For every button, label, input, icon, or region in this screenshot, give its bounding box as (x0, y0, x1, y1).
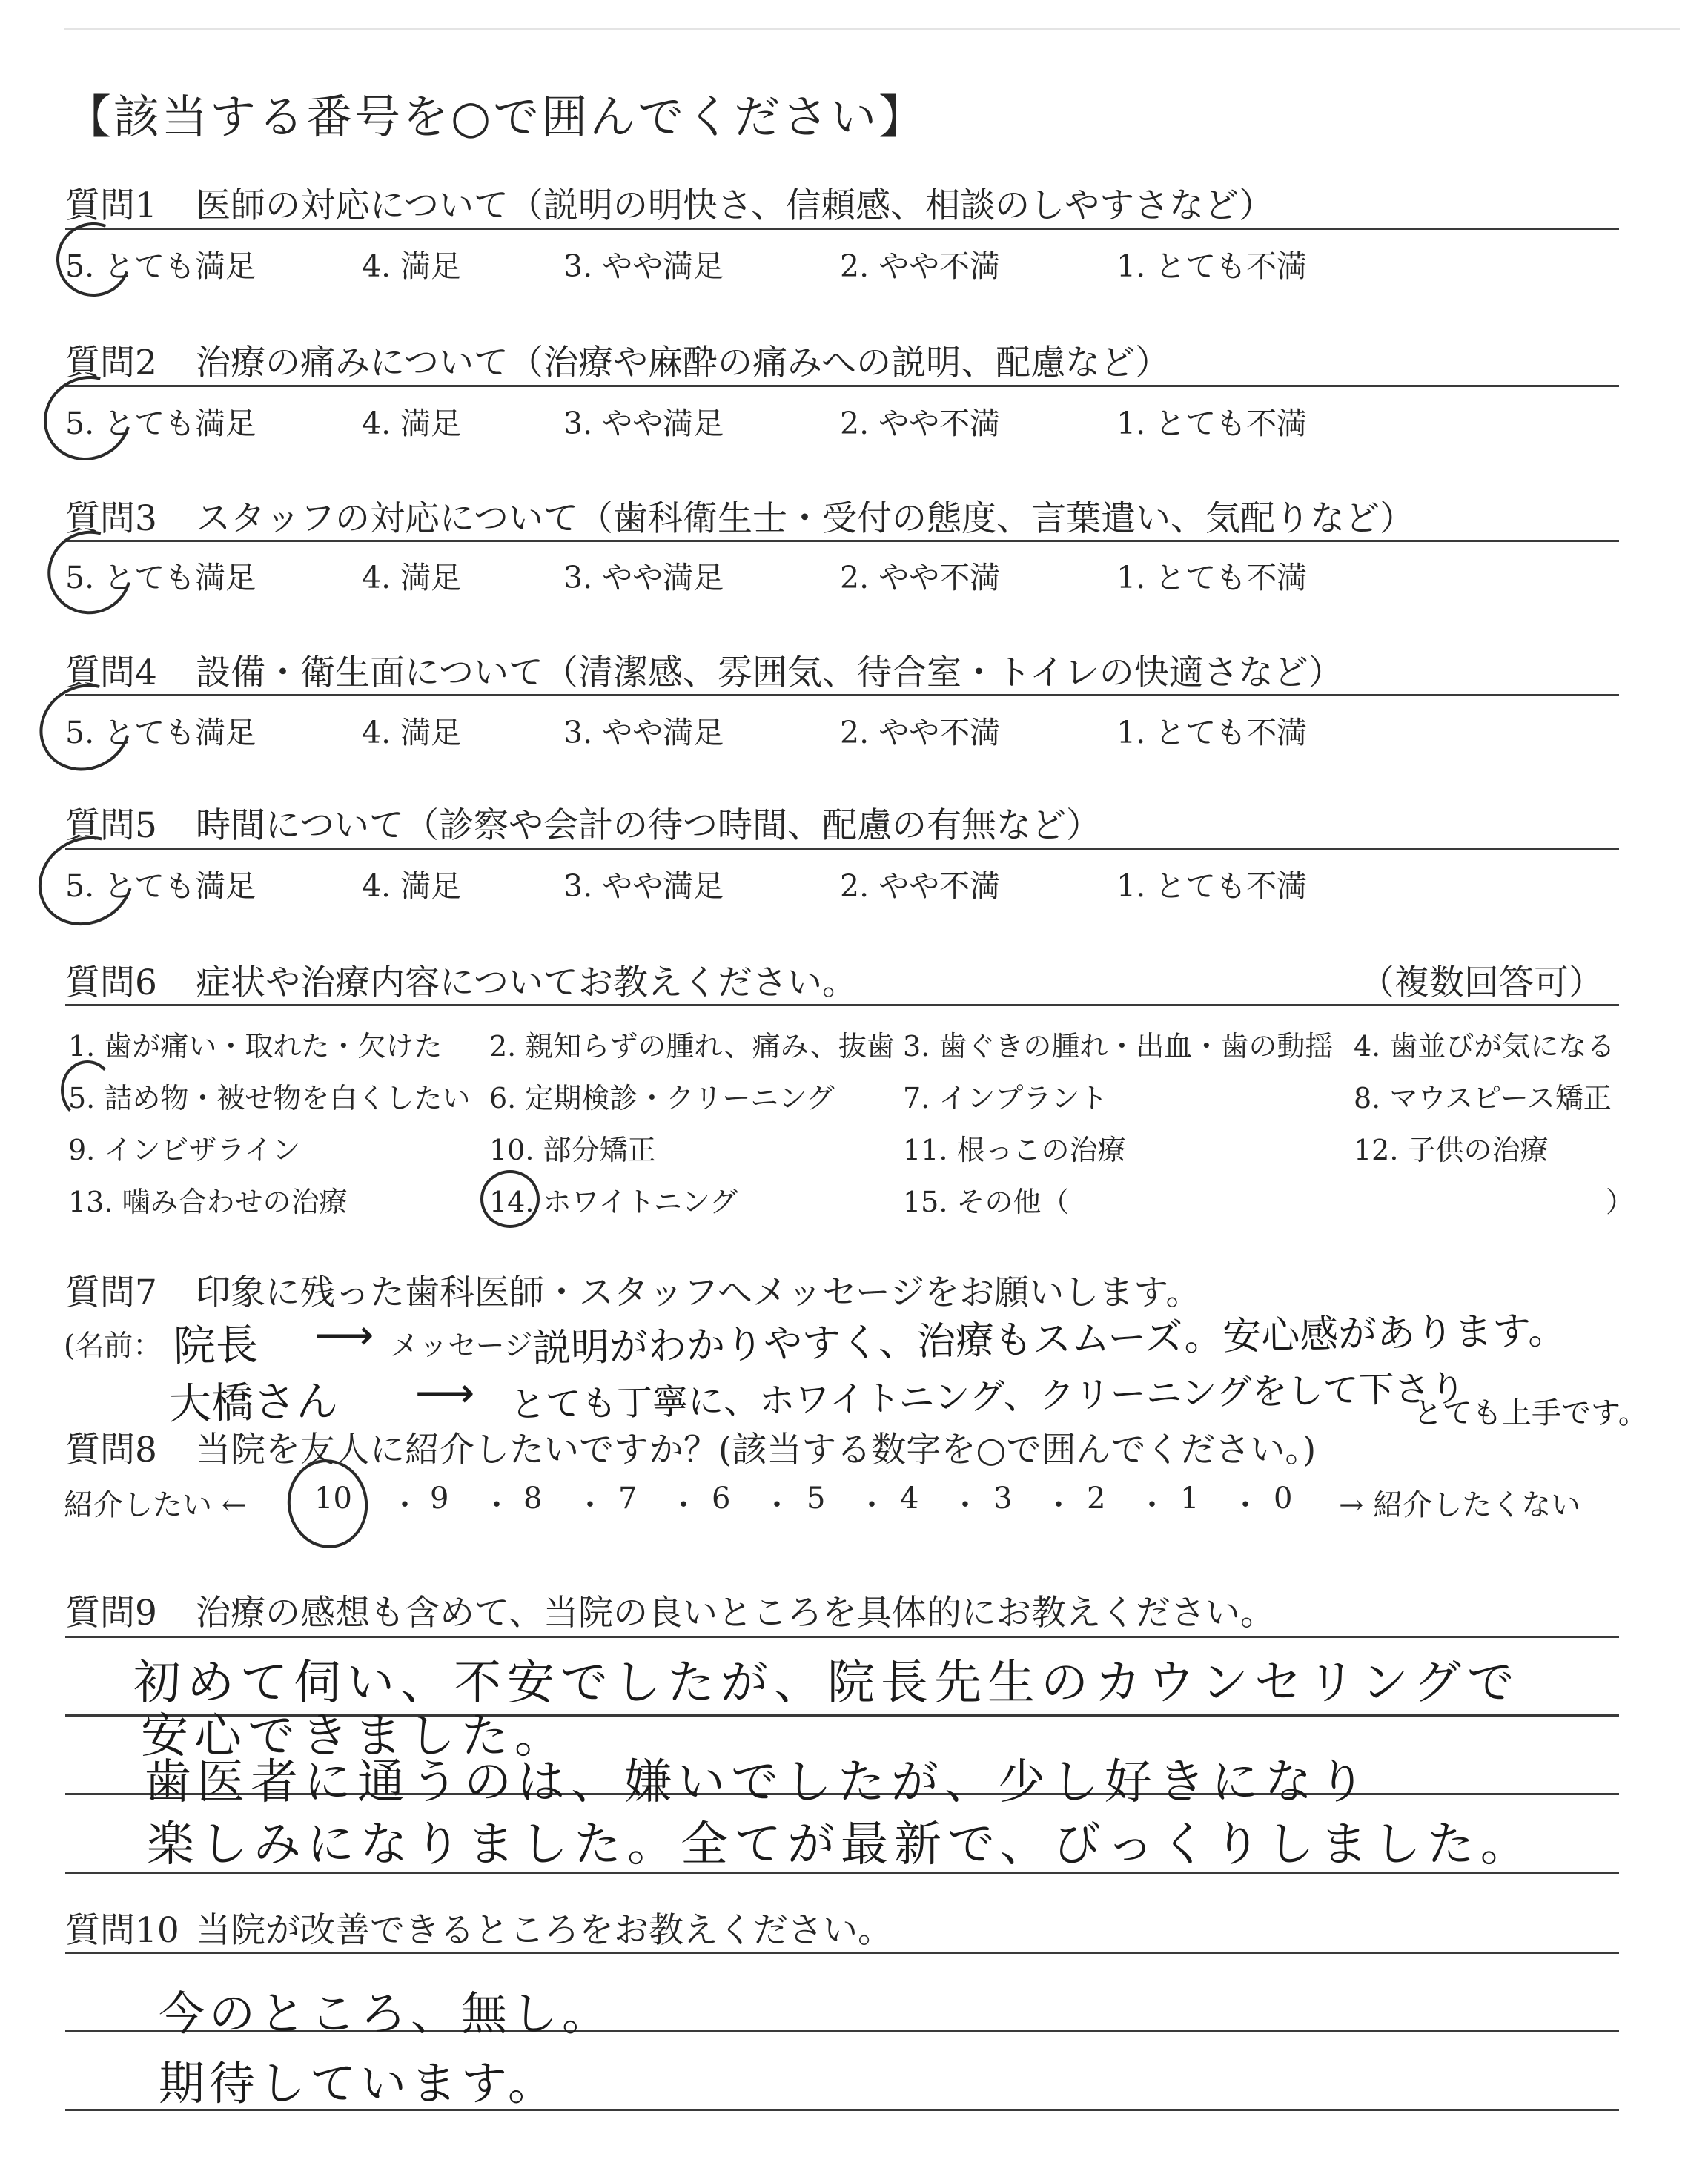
treatment-option[interactable]: 12. 子供の治療 (1354, 1134, 1549, 1166)
rating-option-1[interactable]: 1. とても不満 (1116, 406, 1308, 441)
question-rule (65, 385, 1619, 387)
recommend-right-label: → 紹介したくない (1339, 1488, 1581, 1522)
question-number: 質問2 (65, 343, 157, 383)
scale-separator: ・ (762, 1488, 792, 1522)
rating-option-4[interactable]: 4. 満足 (362, 715, 462, 750)
question-rule (65, 1004, 1619, 1006)
handwritten-answer-line: 今のところ、無し。 (159, 1986, 613, 2041)
scale-option-10[interactable]: 10 (314, 1482, 352, 1516)
rating-option-1[interactable]: 1. とても不満 (1116, 868, 1308, 904)
rating-option-4[interactable]: 4. 満足 (362, 406, 462, 441)
question-2 (65, 335, 1170, 385)
handwritten-answer-line: 楽しみになりました。全てが最新で、びっくりしました。 (147, 1817, 1534, 1872)
scale-separator: ・ (669, 1488, 698, 1522)
scale-option-5[interactable]: 5 (807, 1482, 826, 1516)
question-text: 治療の痛みについて（治療や麻酔の痛みへの説明、配慮など） (196, 343, 1171, 383)
scale-separator: ・ (1044, 1488, 1073, 1522)
question-8 (65, 1422, 1316, 1472)
question-number: 質問5 (65, 805, 157, 846)
rating-option-4[interactable]: 4. 満足 (362, 560, 462, 595)
rating-option-2[interactable]: 2. やや不満 (840, 868, 1001, 904)
treatment-option[interactable]: 3. 歯ぐきの腫れ・出血・歯の動揺 (903, 1030, 1334, 1063)
rating-option-2[interactable]: 2. やや不満 (840, 715, 1001, 750)
treatment-option-close: ） (1606, 1186, 1635, 1218)
message-label: メッセージ (390, 1330, 533, 1363)
scale-option-7[interactable]: 7 (618, 1482, 638, 1516)
rating-option-2[interactable]: 2. やや不満 (840, 248, 1001, 284)
question-rule (65, 540, 1619, 542)
rating-option-3[interactable]: 3. やや満足 (563, 560, 724, 595)
rating-option-3[interactable]: 3. やや満足 (563, 406, 724, 441)
recommend-left-label: 紹介したい ← (64, 1488, 247, 1522)
rating-option-1[interactable]: 1. とても不満 (1116, 715, 1308, 750)
scale-option-8[interactable]: 8 (523, 1482, 543, 1516)
treatment-option[interactable]: 2. 親知らずの腫れ、痛み、抜歯 (489, 1030, 895, 1063)
handwritten-message: とても丁寧に、ホワイトニング、クリーニングをして下さり (509, 1367, 1466, 1426)
rating-option-3[interactable]: 3. やや満足 (563, 248, 724, 284)
question-text: 治療の感想も含めて、当院の良いところを具体的にお教えください。 (196, 1593, 1276, 1634)
treatment-option[interactable]: 15. その他（ (903, 1186, 1070, 1218)
rating-option-4[interactable]: 4. 満足 (362, 248, 462, 284)
question-9 (65, 1585, 1275, 1635)
rating-option-5[interactable]: 5. とても満足 (65, 715, 256, 750)
rating-option-4[interactable]: 4. 満足 (362, 868, 462, 904)
scale-option-9[interactable]: 9 (430, 1482, 449, 1516)
scale-separator: ・ (857, 1488, 887, 1522)
rating-option-5[interactable]: 5. とても満足 (65, 868, 256, 904)
handwritten-message: 説明がわかりやすく、治療もスムーズ。安心感があります。 (532, 1308, 1567, 1371)
treatment-option[interactable]: 4. 歯並びが気になる (1354, 1030, 1615, 1063)
treatment-option[interactable]: 6. 定期検診・クリーニング (489, 1082, 835, 1114)
scale-option-3[interactable]: 3 (993, 1482, 1013, 1516)
scale-option-1[interactable]: 1 (1180, 1482, 1199, 1516)
question-5 (65, 798, 1101, 848)
question-number: 質問7 (65, 1272, 157, 1313)
scale-option-6[interactable]: 6 (712, 1482, 731, 1516)
question-6 (65, 955, 857, 1005)
question-3 (65, 491, 1414, 541)
treatment-option[interactable]: 5. 詰め物・被せ物を白くしたい (68, 1082, 471, 1114)
question-text: 医師の対応について（説明の明快さ、信頼感、相談のしやすさなど） (196, 185, 1274, 226)
handwritten-answer-line: 歯医者に通うのは、嫌いでしたが、少し好きになり (144, 1755, 1371, 1810)
treatment-option[interactable]: 10. 部分矯正 (489, 1134, 656, 1166)
scale-option-4[interactable]: 4 (900, 1482, 919, 1516)
multiple-answer-note: （複数回答可） (1360, 962, 1603, 1003)
question-text: スタッフの対応について（歯科衛生士・受付の態度、言葉遣い、気配りなど） (196, 498, 1415, 539)
question-10 (65, 1903, 893, 1952)
question-rule (65, 694, 1619, 696)
scale-separator: ・ (1137, 1488, 1167, 1522)
treatment-option[interactable]: 13. 噛み合わせの治療 (68, 1186, 348, 1218)
question-number: 質問8 (65, 1430, 157, 1470)
rating-option-5[interactable]: 5. とても満足 (65, 248, 256, 284)
handwritten-staff-name: 院長 (173, 1321, 259, 1371)
question-text: 印象に残った歯科医師・スタッフへメッセージをお願いします。 (196, 1272, 1201, 1313)
handwritten-staff-name: 大橋さん (168, 1377, 339, 1429)
question-7 (65, 1265, 1200, 1315)
rating-option-1[interactable]: 1. とても不満 (1116, 248, 1308, 284)
scale-separator: ・ (575, 1488, 605, 1522)
question-number: 質問1 (65, 185, 157, 226)
question-rule (65, 848, 1619, 850)
rating-option-2[interactable]: 2. やや不満 (840, 560, 1001, 595)
question-text: 当院を友人に紹介したいですか？(該当する数字を○で囲んでください。) (196, 1430, 1317, 1470)
question-number: 質問6 (65, 962, 157, 1003)
rating-option-3[interactable]: 3. やや満足 (563, 715, 724, 750)
scale-separator: ・ (482, 1488, 512, 1522)
rating-option-1[interactable]: 1. とても不満 (1116, 560, 1308, 595)
scale-separator: ・ (1231, 1488, 1260, 1522)
handwritten-message: とても上手です。 (1413, 1396, 1648, 1430)
question-number: 質問4 (65, 653, 157, 693)
answer-circle-mark (480, 1170, 540, 1228)
rating-option-2[interactable]: 2. やや不満 (840, 406, 1001, 441)
treatment-option[interactable]: 11. 根っこの治療 (903, 1134, 1126, 1166)
treatment-option[interactable]: 14. ホワイトニング (489, 1186, 738, 1218)
arrow-right-icon: ⟶ (314, 1311, 374, 1359)
answer-circle-mark (61, 1060, 114, 1120)
question-number: 質問3 (65, 498, 157, 539)
question-1 (65, 178, 1274, 228)
treatment-option[interactable]: 8. マウスピース矯正 (1354, 1082, 1612, 1114)
rating-option-5[interactable]: 5. とても満足 (65, 560, 256, 595)
question-number: 質問10 (65, 1910, 179, 1951)
handwritten-answer-line: 安心できました。 (141, 1709, 568, 1764)
question-rule (65, 228, 1619, 230)
scale-separator: ・ (390, 1488, 420, 1522)
page-title: 【該当する番号を○で囲んでください】 (65, 90, 927, 144)
scale-separator: ・ (950, 1488, 980, 1522)
arrow-right-icon: ⟶ (415, 1369, 475, 1417)
question-text: 時間について（診察や会計の待つ時間、配慮の有無など） (196, 805, 1102, 846)
scale-option-2[interactable]: 2 (1087, 1482, 1106, 1516)
name-label: (名前： (64, 1330, 162, 1363)
rating-option-5[interactable]: 5. とても満足 (65, 406, 256, 441)
question-text: 設備・衛生面について（清潔感、雰囲気、待合室・トイレの快適さなど） (196, 653, 1343, 693)
handwritten-answer-line: 期待しています。 (159, 2056, 559, 2110)
handwritten-answer-line: 初めて伺い、不安でしたが、院長先生のカウンセリングで (133, 1656, 1520, 1711)
treatment-option[interactable]: 1. 歯が痛い・取れた・欠けた (68, 1030, 443, 1063)
question-number: 質問9 (65, 1593, 157, 1634)
question-text: 症状や治療内容についてお教えください。 (196, 962, 858, 1003)
scan-top-edge (64, 28, 1680, 30)
answer-line (65, 1636, 1619, 1638)
question-4 (65, 645, 1343, 695)
answer-line (65, 1952, 1619, 1954)
rating-option-3[interactable]: 3. やや満足 (563, 868, 724, 904)
scale-option-0[interactable]: 0 (1274, 1482, 1293, 1516)
treatment-option[interactable]: 9. インビザライン (68, 1134, 301, 1166)
treatment-option[interactable]: 7. インプラント (903, 1082, 1108, 1114)
question-text: 当院が改善できるところをお教えください。 (196, 1910, 893, 1951)
